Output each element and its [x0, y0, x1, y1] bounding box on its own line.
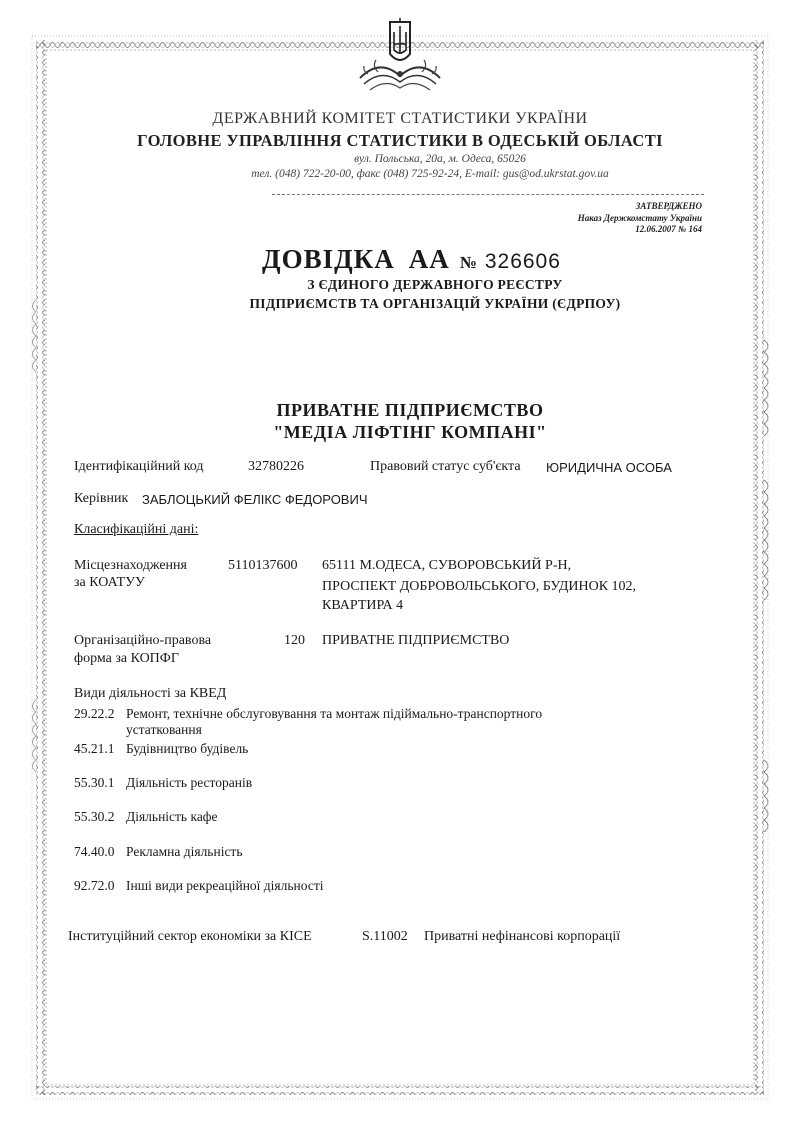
location-value-line2: ПРОСПЕКТ ДОБРОВОЛЬСЬКОГО, БУДИНОК 102,: [322, 579, 637, 594]
sector-value: Приватні нефінансові корпорації: [424, 929, 621, 944]
agency-address: вул. Польська, 20а, м. Одеса, 65026: [354, 153, 526, 165]
activity-text: Діяльність ресторанів: [126, 775, 253, 790]
agency-name-line1: ДЕРЖАВНИЙ КОМІТЕТ СТАТИСТИКИ УКРАЇНИ: [212, 110, 588, 127]
activity-code: 55.30.2: [74, 809, 115, 824]
legal-status-value: ЮРИДИЧНА ОСОБА: [546, 460, 672, 475]
approval-line2: Наказ Держкомстату України: [577, 212, 702, 223]
classification-label: Класифікаційні дані:: [74, 522, 199, 537]
activity-text: Рекламна діяльність: [126, 844, 243, 859]
agency-name-line2: ГОЛОВНЕ УПРАВЛІННЯ СТАТИСТИКИ В ОДЕСЬКІЙ ОБЛАСТІ: [137, 131, 663, 150]
activity-text-cont: устатковання: [126, 722, 202, 737]
legal-form-value: ПРИВАТНЕ ПІДПРИЄМСТВО: [322, 633, 510, 648]
sector-label: Інституційний сектор економіки за КІСЕ: [68, 929, 312, 944]
head-value: ЗАБЛОЦЬКИЙ ФЕЛІКС ФЕДОРОВИЧ: [142, 492, 368, 507]
legal-status-label: Правовий статус суб'єкта: [370, 459, 521, 474]
certificate-title: [262, 244, 561, 275]
approval-line1: ЗАТВЕРДЖЕНО: [635, 201, 702, 211]
location-label-line2: за КОАТУУ: [74, 575, 145, 590]
activity-code: 45.21.1: [74, 741, 115, 756]
id-code-value: 32780226: [248, 459, 304, 474]
legal-form-code: 120: [284, 633, 305, 648]
approval-line3: 12.06.2007 № 164: [635, 224, 702, 234]
agency-contacts: тел. (048) 722-20-00, факс (048) 725-92-24, E-mail: gus@od.ukrstat.gov.ua: [251, 168, 609, 180]
header-divider: [272, 194, 704, 195]
certificate-subtitle-line1: З ЄДИНОГО ДЕРЖАВНОГО РЕЄСТРУ: [307, 277, 563, 292]
activity-text: Ремонт, технічне обслуговування та монтаж підіймально-транспортного: [126, 706, 543, 721]
activities-label: Види діяльності за КВЕД: [74, 686, 227, 701]
id-code-label: Ідентифікаційний код: [74, 459, 204, 474]
location-value-line3: КВАРТИРА 4: [322, 598, 404, 613]
certificate-title-text: ДОВІДКА: [262, 244, 395, 274]
approval-stamp: [578, 201, 702, 236]
sector-code: S.11002: [362, 929, 408, 944]
head-label: Керівник: [74, 491, 129, 506]
activity-text: Інші види рекреаційної діяльності: [126, 878, 324, 893]
legal-form-label-line2: форма за КОПФГ: [74, 651, 179, 666]
activity-text: Будівництво будівель: [126, 741, 249, 756]
organization-type: ПРИВАТНЕ ПІДПРИЄМСТВО: [276, 400, 544, 420]
activity-code: 29.22.2: [74, 706, 115, 721]
location-code: 5110137600: [228, 558, 298, 573]
activity-text: Діяльність кафе: [126, 809, 218, 824]
location-label-line1: Місцезнаходження: [74, 558, 187, 573]
coat-of-arms-emblem: [350, 14, 450, 100]
activity-code: 55.30.1: [74, 775, 115, 790]
certificate-number: 326606: [484, 250, 561, 273]
number-sign: №: [459, 253, 477, 272]
activity-code: 92.72.0: [74, 878, 115, 893]
location-value-line1: 65111 М.ОДЕСА, СУВОРОВСЬКИЙ Р-Н,: [322, 558, 572, 573]
certificate-subtitle-line2: ПІДПРИЄМСТВ ТА ОРГАНІЗАЦІЙ УКРАЇНИ (ЄДРПОУ): [249, 296, 621, 311]
certificate-series: АА: [408, 244, 450, 274]
legal-form-label-line1: Організаційно-правова: [74, 633, 212, 648]
activity-code: 74.40.0: [74, 844, 115, 859]
organization-name: "МЕДІА ЛІФТІНГ КОМПАНІ": [273, 422, 547, 442]
